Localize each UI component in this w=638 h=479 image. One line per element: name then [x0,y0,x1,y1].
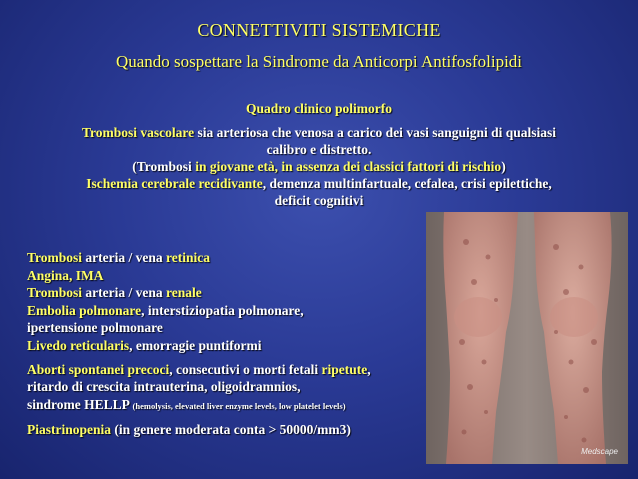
summary-line-2: calibro e distretto. [266,142,372,157]
slide-subtitle: Quando sospettare la Sindrome da Anticorpi Antifosfolipidi [115,52,523,71]
list-item: Trombosi arteria / vena renale [27,285,202,301]
summary-line-1: Trombosi vascolare sia arteriosa che venosa a carico dei vasi sanguigni di qualsiasi [81,125,557,140]
highlight-trombosi-vascolare: Trombosi vascolare [81,125,195,140]
section-heading: Quadro clinico polimorfo [245,101,392,116]
list-item: ritardo di crescita intrauterina, oligoidramnios, [27,379,301,395]
summary-line-3: (Trombosi in giovane età, in assenza dei classici fattori di rischio) [132,159,506,174]
list-item: Piastrinopenia (in genere moderata conta > 50000/mm3) [27,422,351,438]
hellp-definition: (hemolysis, elevated liver enzyme levels, low platelet levels) [132,400,346,411]
list-item: Embolia polmonare, interstiziopatia polmonare, [27,302,304,318]
list-item: Livedo reticularis, emorragie puntiformi [27,337,262,353]
highlight-giovane-eta: in giovane età, in assenza dei classici fattori di rischio [195,159,502,174]
list-item: Trombosi arteria / vena retinica [27,250,210,265]
list-item: Aborti spontanei precoci, consecutivi o morti fetali ripetute, [27,361,371,377]
highlight-ischemia: Ischemia cerebrale recidivante [86,176,263,191]
list-item: ipertensione polmonare [27,320,163,336]
clinical-summary [20,124,618,209]
manifestations-list [27,249,457,439]
slide-title: CONNETTIVITI SISTEMICHE [197,20,441,40]
summary-line-4: Ischemia cerebrale recidivante, demenza multinfartuale, cefalea, crisi epilettiche, [86,176,552,191]
list-item: sindrome HELLP (hemolysis, elevated liver enzyme levels, low platelet levels) [27,396,346,412]
list-item: Angina, IMA [27,267,104,283]
summary-line-5: deficit cognitivi [274,193,364,208]
photo-credit: Medscape [581,447,618,456]
